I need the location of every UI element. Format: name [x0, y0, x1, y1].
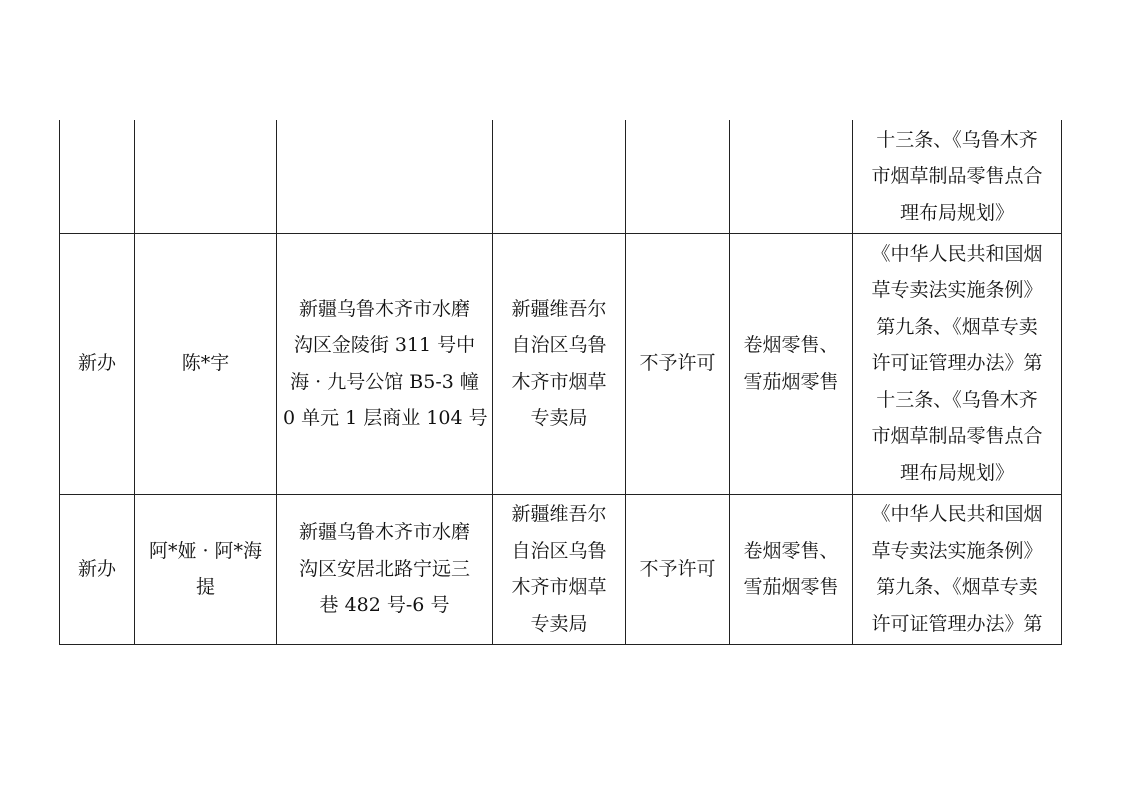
cell-decision [626, 120, 730, 233]
basis-line: 《中华人民共和国烟 [871, 503, 1043, 525]
authority-line: 新疆维吾尔 [511, 297, 607, 320]
cell-scope [730, 233, 853, 494]
scope-line: 雪茄烟零售 [743, 576, 839, 598]
cell-decision: 不予许可 [626, 494, 730, 644]
basis-line: 市烟草制品零售点合 [871, 165, 1043, 187]
cell-basis [853, 233, 1062, 494]
cell-name [135, 120, 277, 233]
cell-type: 新办 [60, 494, 135, 644]
authority-line: 新疆维吾尔 [511, 503, 607, 525]
authority-line: 专卖局 [530, 407, 588, 429]
basis-line: 《中华人民共和国烟 [871, 242, 1043, 265]
table-row [60, 120, 1062, 233]
cell-basis [853, 494, 1062, 644]
address-line: 0 单元 1 层商业 104 号 [283, 407, 488, 429]
scope-line: 雪茄烟零售 [743, 370, 839, 393]
cell-scope [730, 120, 853, 233]
basis-line: 市烟草制品零售点合 [871, 425, 1043, 448]
address-line: 新疆乌鲁木齐市水磨 [298, 297, 470, 320]
cell-type: 新办 [60, 233, 135, 494]
cell-basis [853, 120, 1062, 233]
cell-address [277, 233, 493, 494]
address-line: 新疆乌鲁木齐市水磨 [298, 521, 470, 544]
cell-name [135, 233, 277, 494]
name-line: 阿*娅 · 阿*海 [148, 539, 263, 562]
name-line: 提 [195, 576, 215, 598]
basis-line: 草专卖法实施条例》 [871, 539, 1043, 562]
scope-line: 卷烟零售、 [743, 334, 839, 356]
cell-address [277, 494, 493, 644]
basis-line: 许可证管理办法》第 [871, 612, 1043, 635]
basis-line: 理布局规划》 [899, 201, 1014, 224]
cell-decision: 不予许可 [626, 233, 730, 494]
authority-line: 自治区乌鲁 [511, 539, 607, 562]
basis-line: 第九条、《烟草专卖 [876, 315, 1038, 338]
authority-line: 自治区乌鲁 [511, 334, 607, 356]
license-decision-table [59, 120, 1062, 645]
basis-line: 许可证管理办法》第 [871, 352, 1043, 375]
name-line: 陈*宇 [181, 352, 230, 375]
cell-type [60, 120, 135, 233]
basis-line: 草专卖法实施条例》 [871, 279, 1043, 302]
cell-address [277, 120, 493, 233]
address-line: 海 · 九号公馆 B5-3 幢 [290, 370, 479, 393]
authority-line: 木齐市烟草 [511, 576, 607, 598]
table-row [60, 233, 1062, 494]
cell-scope [730, 494, 853, 644]
basis-line: 理布局规划》 [899, 461, 1014, 484]
scope-line: 卷烟零售、 [743, 539, 839, 562]
cell-authority [493, 233, 626, 494]
cell-name [135, 494, 277, 644]
authority-line: 专卖局 [530, 612, 588, 635]
address-line: 沟区金陵街 311 号中 [293, 334, 476, 356]
basis-line: 第九条、《烟草专卖 [876, 576, 1038, 598]
table-row [60, 494, 1062, 644]
address-line: 巷 482 号-6 号 [319, 594, 450, 617]
cell-authority [493, 120, 626, 233]
authority-line: 木齐市烟草 [511, 370, 607, 393]
basis-line: 十三条、《乌鲁木齐 [876, 128, 1038, 151]
address-line: 沟区安居北路宁远三 [298, 557, 470, 580]
basis-line: 十三条、《乌鲁木齐 [876, 388, 1038, 411]
cell-authority [493, 494, 626, 644]
